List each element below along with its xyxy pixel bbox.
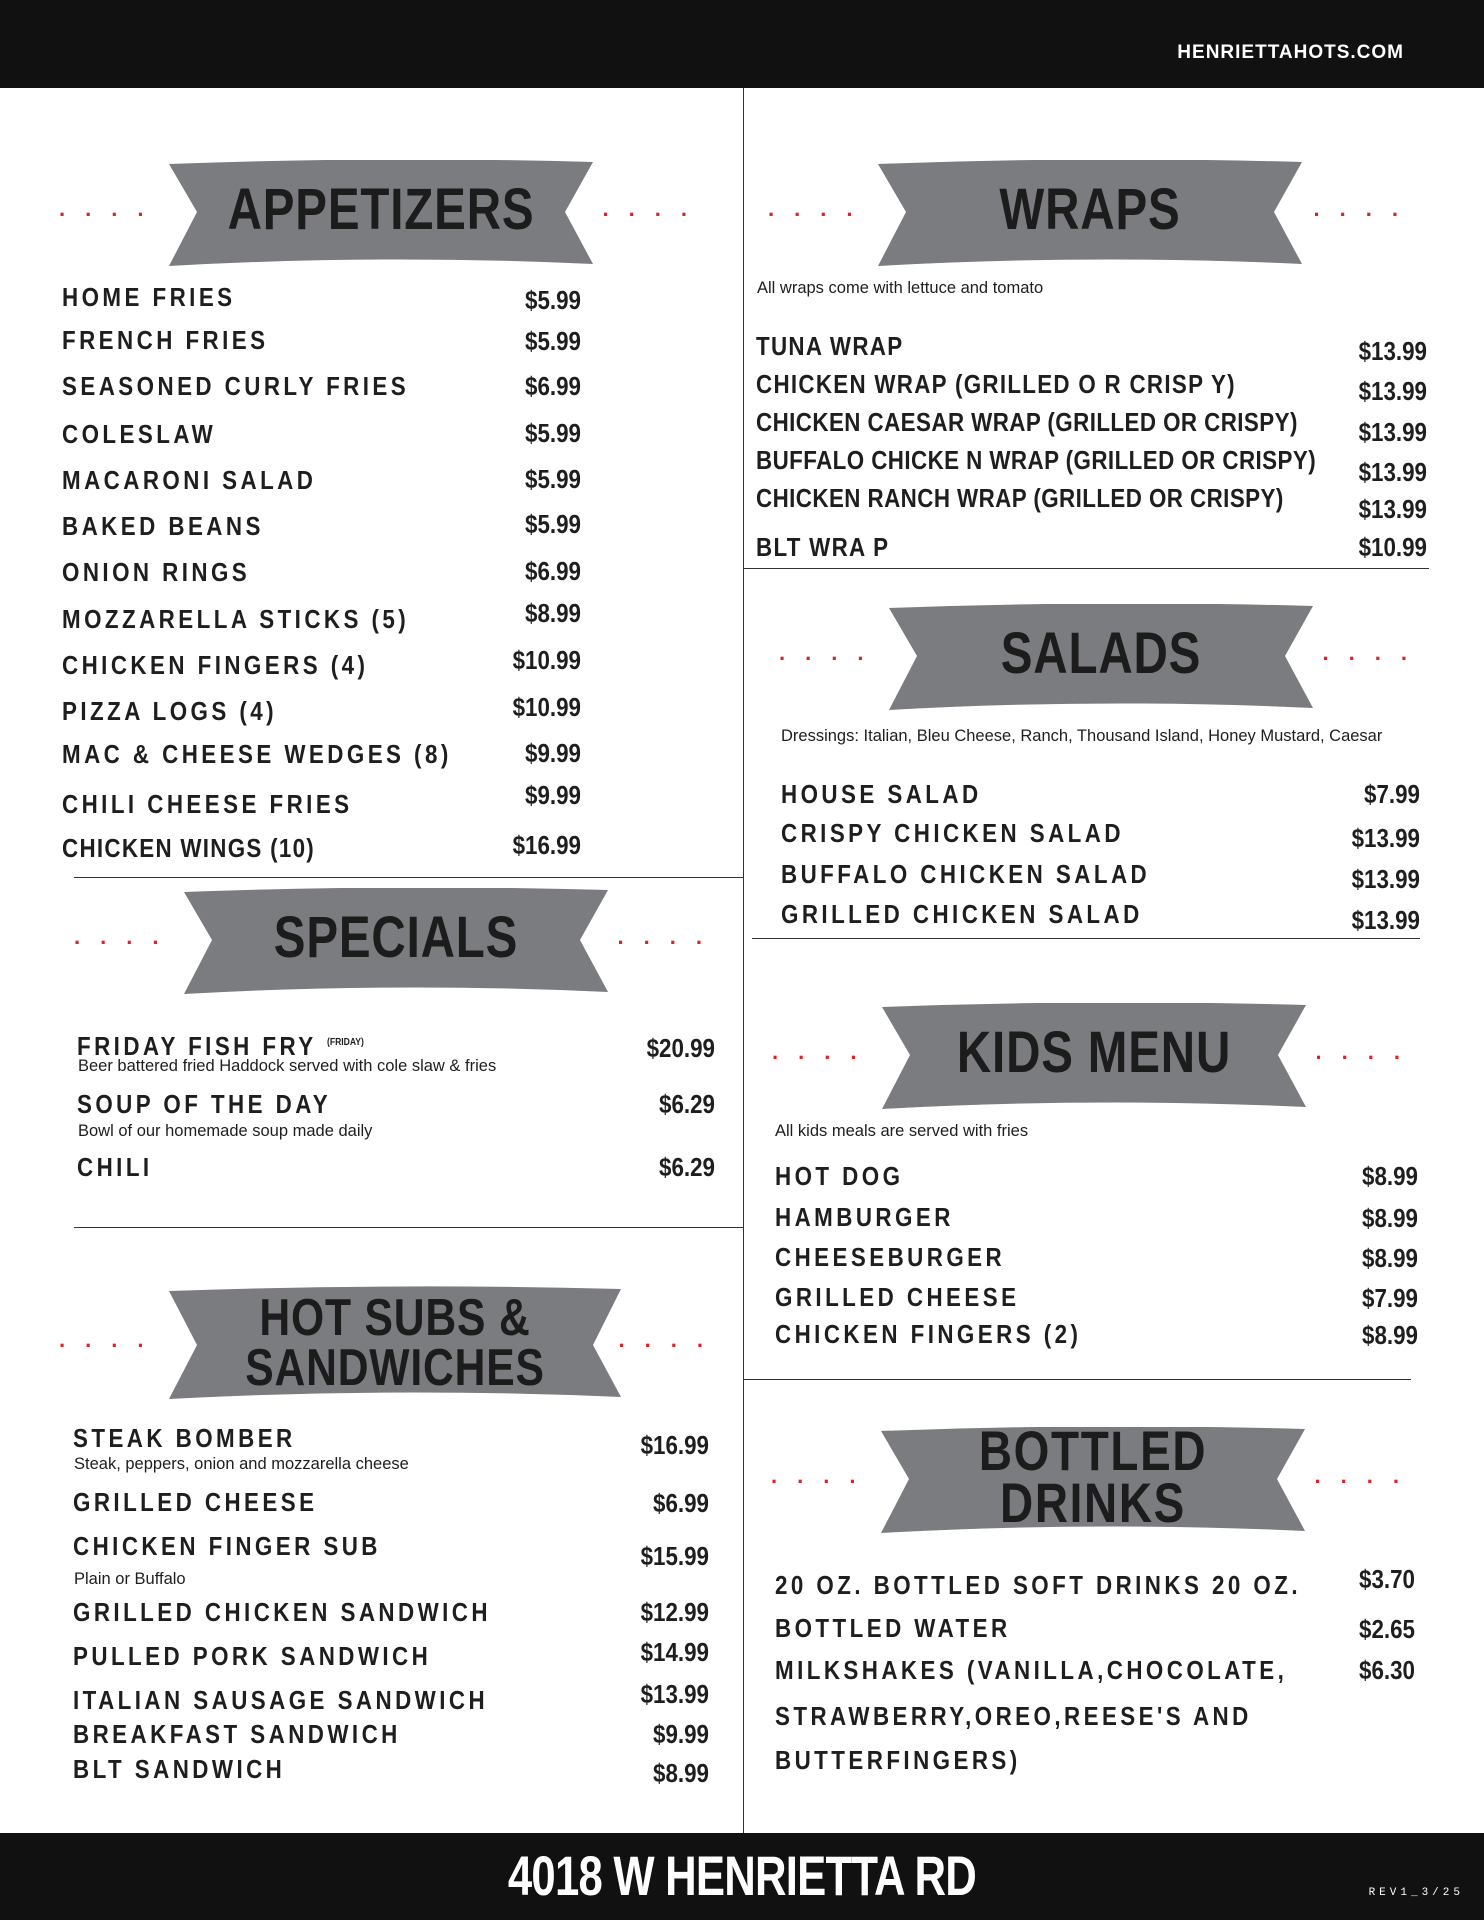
menu-item-price: $9.99 bbox=[525, 738, 581, 768]
menu-item-price: $6.29 bbox=[659, 1089, 715, 1119]
menu-item-name: HOUSE SALAD bbox=[781, 779, 982, 809]
menu-item-name: STEAK BOMBER bbox=[73, 1423, 296, 1453]
bottled-drinks-banner bbox=[771, 1419, 1419, 1535]
menu-item-name: BREAKFAST SANDWICH bbox=[73, 1719, 401, 1749]
section-divider bbox=[743, 1379, 1411, 1380]
hot-subs-banner bbox=[59, 1285, 723, 1401]
menu-item-price: $8.99 bbox=[1362, 1243, 1418, 1273]
section-divider bbox=[74, 877, 743, 878]
section-divider bbox=[743, 568, 1429, 569]
menu-item-name: PIZZA LOGS (4) bbox=[62, 696, 278, 726]
menu-item-name: GRILLED CHEESE bbox=[775, 1282, 1020, 1312]
menu-item-price: $6.29 bbox=[659, 1152, 715, 1182]
menu-item-name: MILKSHAKES (VANILLA,CHOCOLATE, bbox=[775, 1655, 1288, 1685]
menu-item-name: 20 OZ. BOTTLED SOFT DRINKS 20 OZ. bbox=[775, 1570, 1301, 1600]
section-divider bbox=[752, 938, 1420, 939]
revision-label: REV1_3/25 bbox=[1368, 1887, 1464, 1899]
menu-item-name: BUTTERFINGERS) bbox=[775, 1745, 1021, 1775]
menu-item-price: $12.99 bbox=[640, 1597, 709, 1627]
menu-item-description: Beer battered fried Haddock served with cole slaw & fries bbox=[78, 1057, 497, 1075]
dot-divider: .... bbox=[59, 196, 164, 221]
menu-item-description: Steak, peppers, onion and mozzarella cheese bbox=[74, 1455, 409, 1473]
menu-item-price: $2.65 bbox=[1359, 1614, 1415, 1644]
menu-item-name: GRILLED CHICKEN SALAD bbox=[781, 899, 1143, 929]
menu-item-name: GRILLED CHICKEN SANDWICH bbox=[73, 1597, 491, 1627]
section-title: BOTTLED DRINKS bbox=[978, 1419, 1208, 1534]
section-title-line-1: HOT SUBS & bbox=[259, 1289, 531, 1347]
dot-divider: .... bbox=[768, 196, 873, 221]
menu-item-price: $8.99 bbox=[1362, 1320, 1418, 1350]
menu-item-price: $15.99 bbox=[640, 1541, 709, 1571]
menu-item-name: MAC & CHEESE WEDGES (8) bbox=[62, 739, 452, 769]
menu-item-name: FRENCH FRIES bbox=[62, 325, 269, 355]
menu-item-name: TUNA WRAP bbox=[756, 331, 904, 361]
specials-banner bbox=[74, 888, 722, 996]
menu-item-price: $6.99 bbox=[525, 556, 581, 586]
menu-item-price: $8.99 bbox=[1362, 1161, 1418, 1191]
menu-item-price: $5.99 bbox=[525, 418, 581, 448]
menu-item-price: $14.99 bbox=[640, 1637, 709, 1667]
section-title: APPETIZERS bbox=[227, 177, 535, 242]
dot-divider: .... bbox=[602, 196, 707, 221]
menu-item-price: $8.99 bbox=[1362, 1203, 1418, 1233]
menu-item-name: ONION RINGS bbox=[62, 557, 251, 587]
menu-item-name: BLT WRA P bbox=[756, 532, 890, 562]
menu-item-name: ITALIAN SAUSAGE SANDWICH bbox=[73, 1685, 489, 1715]
menu-item-price: $13.99 bbox=[1358, 376, 1427, 406]
menu-item-price: $6.30 bbox=[1359, 1655, 1415, 1685]
menu-item-price: $16.99 bbox=[512, 830, 581, 860]
menu-item-description: Bowl of our homemade soup made daily bbox=[78, 1122, 373, 1140]
kids-menu-banner bbox=[772, 1003, 1420, 1111]
menu-item-name: BOTTLED WATER bbox=[775, 1613, 1011, 1643]
menu-item-price: $5.99 bbox=[525, 464, 581, 494]
menu-item-name: CHICKEN RANCH WRAP (GRILLED OR CRISPY) bbox=[756, 483, 1284, 513]
menu-item-name: CHICKEN FINGERS (2) bbox=[775, 1319, 1082, 1349]
menu-item-name: CHICKEN FINGER SUB bbox=[73, 1531, 381, 1561]
wraps-banner bbox=[768, 160, 1418, 268]
menu-item-name: HAMBURGER bbox=[775, 1202, 954, 1232]
dot-divider: .... bbox=[618, 1327, 723, 1352]
menu-item-price: $13.99 bbox=[640, 1679, 709, 1709]
menu-item-price: $13.99 bbox=[1351, 823, 1420, 853]
menu-item-name: CHILI CHEESE FRIES bbox=[62, 789, 353, 819]
menu-item-description: Plain or Buffalo bbox=[74, 1570, 186, 1588]
menu-item-name: CHICKEN FINGERS (4) bbox=[62, 650, 369, 680]
menu-item-price: $6.99 bbox=[653, 1488, 709, 1518]
menu-item-price: $10.99 bbox=[512, 692, 581, 722]
menu-item-name: CHICKEN WRAP (GRILLED O R CRISP Y) bbox=[756, 369, 1236, 399]
dot-divider: .... bbox=[772, 1039, 877, 1064]
dot-divider: .... bbox=[771, 1463, 876, 1488]
menu-item-price: $8.99 bbox=[653, 1758, 709, 1788]
dot-divider: .... bbox=[1314, 1463, 1419, 1488]
menu-item-price: $13.99 bbox=[1358, 494, 1427, 524]
salads-banner bbox=[779, 604, 1427, 712]
section-title: SPECIALS bbox=[273, 905, 519, 970]
menu-item-name: CHEESEBURGER bbox=[775, 1242, 1006, 1272]
menu-item-price: $5.99 bbox=[525, 326, 581, 356]
special-day-tag: (FRIDAY) bbox=[326, 1037, 364, 1048]
menu-item-price: $5.99 bbox=[525, 285, 581, 315]
menu-item-name: MOZZARELLA STICKS (5) bbox=[62, 604, 410, 634]
section-note: All wraps come with lettuce and tomato bbox=[757, 279, 1044, 297]
menu-item-name: BUFFALO CHICKEN SALAD bbox=[781, 859, 1151, 889]
menu-item-name: BUFFALO CHICKE N WRAP (GRILLED OR CRISPY) bbox=[756, 445, 1317, 475]
menu-item-price: $20.99 bbox=[646, 1033, 715, 1063]
dot-divider: .... bbox=[1315, 1039, 1420, 1064]
dot-divider: .... bbox=[617, 924, 722, 949]
menu-item-price: $5.99 bbox=[525, 509, 581, 539]
section-title-line-2: SANDWICHES bbox=[245, 1339, 545, 1397]
menu-item-price: $13.99 bbox=[1351, 905, 1420, 935]
menu-item-name: SOUP OF THE DAY bbox=[77, 1089, 332, 1119]
menu-item-name: SEASONED CURLY FRIES bbox=[62, 371, 410, 401]
menu-item-price: $7.99 bbox=[1362, 1283, 1418, 1313]
menu-item-price: $9.99 bbox=[653, 1719, 709, 1749]
section-divider bbox=[74, 1227, 743, 1228]
section-note: All kids meals are served with fries bbox=[775, 1122, 1029, 1140]
menu-item-price: $3.70 bbox=[1359, 1564, 1415, 1594]
menu-item-price: $16.99 bbox=[640, 1430, 709, 1460]
top-bar bbox=[0, 0, 1484, 88]
dot-divider: .... bbox=[59, 1327, 164, 1352]
menu-item-price: $10.99 bbox=[1358, 532, 1427, 562]
menu-item-price: $13.99 bbox=[1358, 417, 1427, 447]
dot-divider: .... bbox=[74, 924, 179, 949]
menu-item-price: $13.99 bbox=[1358, 457, 1427, 487]
menu-item-name: COLESLAW bbox=[62, 419, 217, 449]
menu-item-price: $7.99 bbox=[1364, 779, 1420, 809]
menu-item-name: CHICKEN CAESAR WRAP (GRILLED OR CRISPY) bbox=[756, 407, 1298, 437]
section-title: WRAPS bbox=[999, 177, 1181, 242]
menu-item-price: $13.99 bbox=[1351, 864, 1420, 894]
menu-item-price: $10.99 bbox=[512, 645, 581, 675]
menu-item-name: CHILI bbox=[77, 1152, 153, 1182]
menu-item-name: HOT DOG bbox=[775, 1161, 904, 1191]
special-name: FRIDAY FISH FRY bbox=[77, 1031, 317, 1061]
bottom-bar bbox=[0, 1833, 1484, 1920]
menu-item-price: $13.99 bbox=[1358, 336, 1427, 366]
menu-item-price: $9.99 bbox=[525, 780, 581, 810]
menu-item-name: CRISPY CHICKEN SALAD bbox=[781, 818, 1124, 848]
website-link[interactable]: HENRIETTAHOTS.COM bbox=[1177, 42, 1404, 63]
menu-item-name: CHICKEN WINGS (10) bbox=[62, 833, 316, 863]
menu-item-name: PULLED PORK SANDWICH bbox=[73, 1641, 432, 1671]
column-divider bbox=[743, 88, 744, 1833]
dot-divider: .... bbox=[1322, 640, 1427, 665]
menu-item-price: $6.99 bbox=[525, 371, 581, 401]
appetizers-banner bbox=[59, 160, 707, 268]
section-title: SALADS bbox=[1000, 621, 1202, 686]
address: 4018 W HENRIETTA RD bbox=[507, 1844, 977, 1907]
section-note: Dressings: Italian, Bleu Cheese, Ranch, Thousand Island, Honey Mustard, Caesar bbox=[781, 727, 1383, 745]
section-title: KIDS MENU bbox=[956, 1020, 1232, 1085]
dot-divider: .... bbox=[779, 640, 884, 665]
menu-item-name: STRAWBERRY,OREO,REESE'S AND bbox=[775, 1701, 1252, 1731]
section-title bbox=[208, 1285, 582, 1401]
menu-item-name: BLT SANDWICH bbox=[73, 1754, 286, 1784]
menu-item-name: GRILLED CHEESE bbox=[73, 1487, 318, 1517]
dot-divider: .... bbox=[1313, 196, 1418, 221]
menu-item-name: HOME FRIES bbox=[62, 282, 236, 312]
menu-item-name: MACARONI SALAD bbox=[62, 465, 317, 495]
menu-item-price: $8.99 bbox=[525, 598, 581, 628]
menu-item-name: BAKED BEANS bbox=[62, 511, 264, 541]
